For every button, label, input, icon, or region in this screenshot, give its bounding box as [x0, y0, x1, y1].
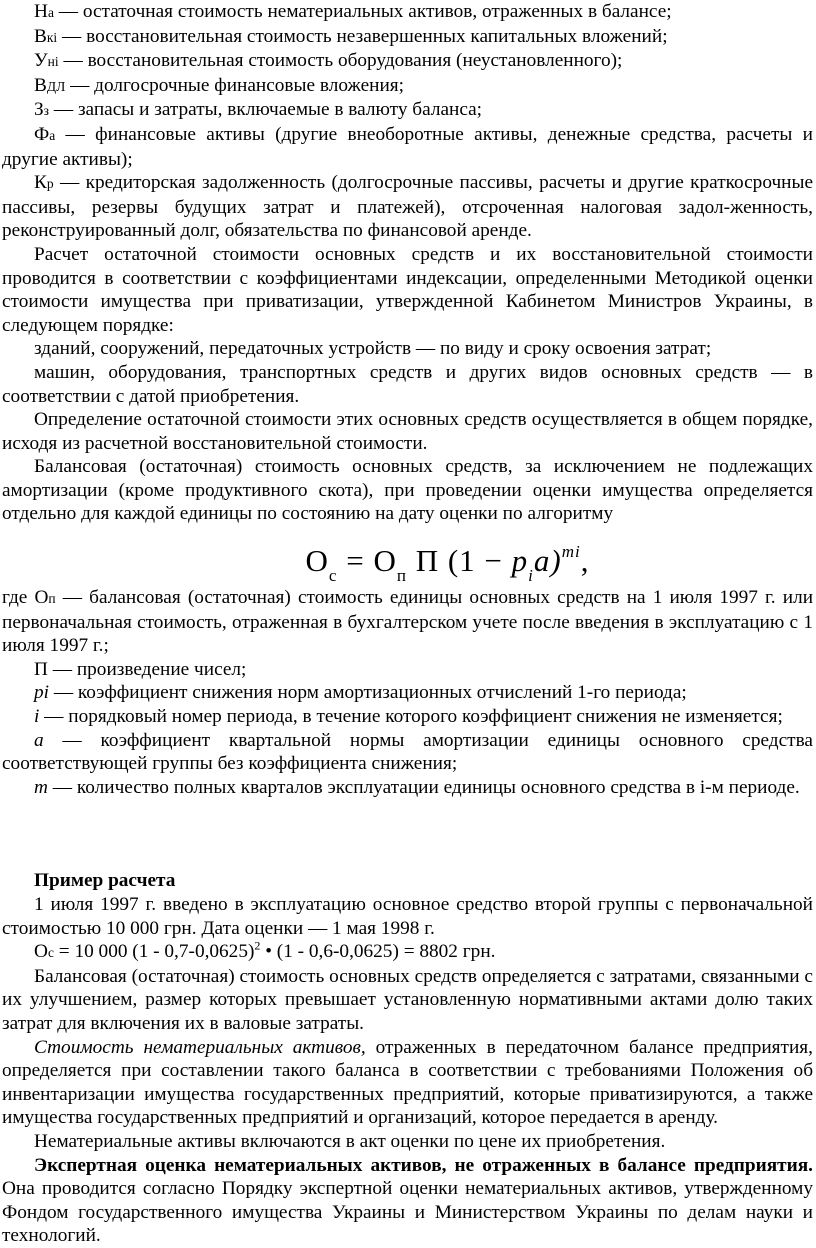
paragraph-intangible — [2, 1036, 813, 1130]
formula-equals: = — [346, 543, 365, 579]
paragraph-include: Нематериальные активы включаются в акт оценки по цене их приобретения. — [34, 1130, 666, 1152]
paragraph-residual-def: Определение остаточной стоимости этих основных средств осуществляется в общем порядке, исходя из расчетной восстановительной стоимости. — [2, 409, 813, 454]
symbol: В — [34, 25, 47, 47]
symbol: m — [34, 776, 48, 798]
symbol: Н — [34, 1, 48, 22]
where-op-text: — балансовая (остаточная) стоимость единицы основных средств на 1 июля 1997 г. или первоначальная стоимость, отраженная в бухгалтерском учете после введения в эксплуатацию с 1 июля 1997 г.; — [2, 587, 814, 657]
formula-p-subscript: i — [528, 566, 534, 586]
symbol-subscript: з — [43, 103, 50, 119]
calc-symbol: О — [34, 941, 48, 963]
paragraph-expert — [2, 1154, 813, 1248]
def-na — [2, 0, 813, 25]
formula-lhs-subscript: с — [328, 566, 338, 586]
where-pi-line: П — произведение чисел; — [34, 658, 247, 680]
intangible-text: отраженных в передаточном балансе предприятия, определяется при составлении такого баланса в соответствии с требованиями Положения об инвентаризации имущества государственных предприятий, которые приватизируются, а также имущества государственных предприятий и организаций, которое передается в аренду. — [2, 1036, 813, 1129]
formula-product: П (1 − — [415, 543, 503, 579]
expert-text: Она проводится согласно Порядку экспертной оценки нематериальных активов, утвержденному Фондом государственного имущества Украины и Министерством Украины по делам науки и технологий. — [2, 1178, 813, 1247]
definition-text: — остаточная стоимость нематериальных активов, отраженных в балансе; — [53, 1, 672, 22]
definition-text: — восстановительная стоимость незавершенных капитальных вложений; — [57, 25, 668, 47]
intangible-term: Стоимость нематериальных активов, — [34, 1036, 366, 1058]
symbol: a — [34, 729, 44, 751]
formula-p: p — [511, 543, 529, 579]
symbol-subscript: а — [49, 127, 56, 143]
def-kr — [2, 171, 813, 243]
symbol: Ф — [34, 123, 50, 145]
definition-text: — финансовые активы (другие внеоборотные активы, денежные средства, расчеты и другие активы); — [2, 123, 813, 170]
paragraph-improvements: Балансовая (остаточная) стоимость основных средств определяется с затратами, связанными с их улучшением, размер которых превышает установленную нормативными актами долю таких затрат для включения их в валовые затраты. — [2, 965, 813, 1034]
where-m — [2, 776, 813, 800]
paragraph-balance-value: Балансовая (остаточная) стоимость основных средств, за исключением не подлежащих амортизации (кроме продуктивного скота), при проведении оценки имущества определяется отдельно для каждой единицы по состоянию на дату оценки по алгоритму — [2, 456, 813, 525]
where-pi — [2, 681, 813, 705]
expert-heading: Экспертная оценка нематериальных активов, не отраженных в балансе предприятия. — [34, 1154, 813, 1176]
symbol-subscript: а — [47, 5, 54, 20]
definition-text: — долгосрочные финансовые вложения; — [65, 74, 404, 96]
spacer — [2, 799, 813, 869]
def-fa — [2, 123, 813, 171]
where-i — [2, 705, 813, 729]
symbol: i — [34, 706, 40, 728]
formula-rhs-subscript: п — [396, 566, 407, 586]
symbol: pi — [34, 682, 49, 704]
def-vdl — [2, 74, 813, 99]
formula-rhs: О — [373, 543, 397, 579]
symbol-subscript: кі — [46, 29, 58, 45]
definition-text: — кредиторская задолженность (долгосрочные пассивы, расчеты и другие краткосрочные пассивы, резервы будущих затрат и платежей), отсроченная налоговая задол-женность, реконструированный долг, обязательства по финансовой аренде. — [2, 172, 813, 242]
example-calculation — [2, 940, 813, 965]
paragraph-calc-intro: Расчет остаточной стоимости основных средств и их восстановительной стоимости проводится в соответствии с коэффициентами индексации, определенными Методикой оценки стоимости имущества при приватизации, утвержденной Кабинетом Министров Украины, в следующем порядке: — [2, 243, 813, 336]
symbol: В — [34, 74, 47, 96]
calc-part1: = 10 000 (1 - 0,7-0,0625) — [53, 941, 255, 963]
definition-text: — количество полных кварталов эксплуатации единицы основного средства в i-м периоде. — [47, 776, 800, 798]
formula-a: a) — [533, 543, 562, 579]
depreciation-formula — [2, 530, 813, 586]
def-vki — [2, 25, 813, 50]
paragraph-machines: машин, оборудования, транспортных средств и других видов основных средств — в соответствии с датой приобретения. — [2, 361, 813, 407]
formula-lhs: О — [305, 543, 329, 579]
example-intro: 1 июля 1997 г. введено в эксплуатацию основное средство второй группы с первоначальной стоимостью 10 000 грн. Дата оценки — 1 мая 1998 г. — [2, 894, 813, 939]
symbol: У — [34, 50, 48, 72]
symbol-subscript: ні — [47, 54, 59, 70]
formula-exponent: mi — [561, 542, 581, 562]
symbol: З — [34, 99, 44, 121]
definition-text: — восстановительная стоимость оборудования (неустановленного); — [58, 50, 623, 72]
definition-text: — коэффициент снижения норм амортизационных отчислений 1-го периода; — [49, 682, 687, 704]
where-op-subscript: п — [48, 591, 56, 607]
symbol-subscript: р — [46, 176, 54, 192]
where-op — [2, 586, 813, 658]
def-uni — [2, 49, 813, 74]
definition-text: — запасы и затраты, включаемые в валюту баланса; — [49, 99, 483, 121]
paragraph-buildings: зданий, сооружений, передаточных устройств — по виду и сроку освоения затрат; — [34, 338, 712, 360]
calc-exponent: 2 — [254, 938, 261, 953]
calc-subscript: с — [47, 945, 54, 961]
calc-part2: • (1 - 0,6-0,0625) = 8802 грн. — [260, 941, 496, 963]
def-zz — [2, 98, 813, 123]
symbol: К — [34, 172, 47, 194]
section-heading: Пример расчета — [34, 870, 176, 892]
formula-comma: , — [580, 543, 590, 579]
symbol-subscript: ДЛ — [46, 78, 66, 94]
where-a — [2, 729, 813, 776]
definition-text: — порядковый номер периода, в течение которого коэффициент снижения не изменяется; — [39, 706, 783, 728]
where-op-prefix: где О — [2, 587, 49, 609]
definition-text: — коэффициент квартальной нормы амортизации единицы основного средства соответствующей группы без коэффициента снижения; — [2, 729, 813, 775]
